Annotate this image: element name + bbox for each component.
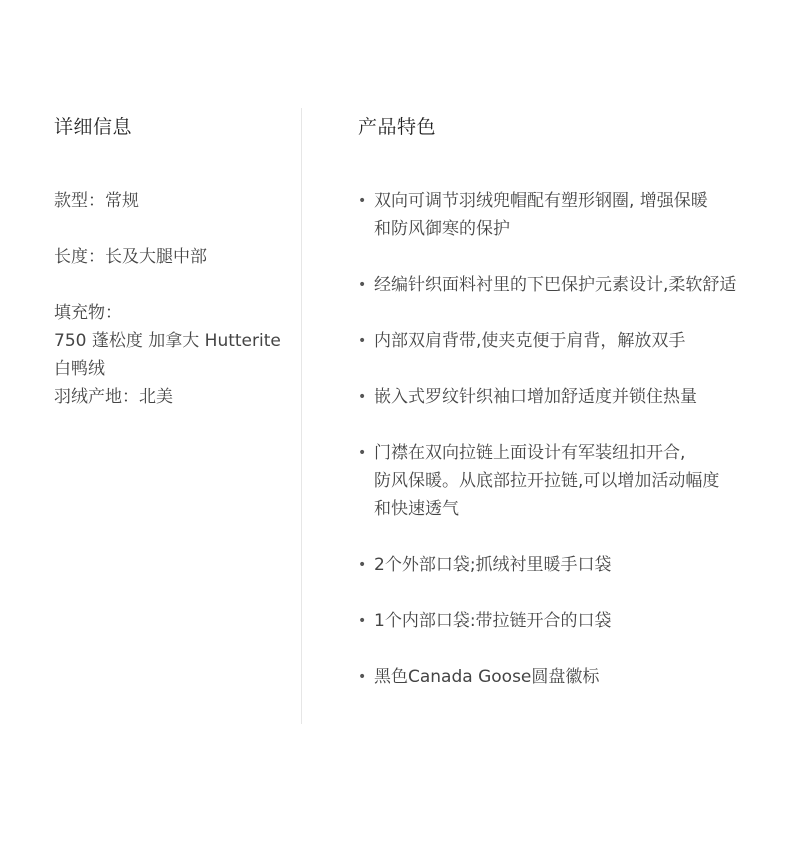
detail-style-label: 款型： [54, 191, 105, 211]
detail-origin-value: 北美 [139, 387, 173, 407]
feature-item [358, 663, 778, 691]
bullet-icon: • [358, 389, 367, 405]
bullet-icon: • [358, 557, 367, 573]
feature-item [358, 439, 778, 523]
detail-fill-label: 填充物： [54, 303, 122, 323]
feature-text: 嵌入式罗纹针织袖口增加舒适度并锁住热量 [374, 387, 697, 407]
details-title: 详细信息 [54, 116, 133, 138]
features-list [358, 187, 778, 691]
bullet-icon: • [358, 445, 367, 461]
bullet-icon: • [358, 333, 367, 349]
detail-length-value: 长及大腿中部 [105, 247, 207, 267]
detail-fill [54, 299, 298, 411]
feature-text: 黑色Canada Goose圆盘徽标 [374, 667, 600, 687]
bullet-icon: • [358, 669, 367, 685]
bullet-icon: • [358, 277, 367, 293]
features-section [358, 108, 778, 719]
detail-length [54, 243, 298, 271]
feature-item [358, 551, 778, 579]
feature-text: 门襟在双向拉链上面设计有军装纽扣开合, [374, 443, 686, 463]
feature-item [358, 383, 778, 411]
details-section [54, 108, 298, 411]
features-title: 产品特色 [358, 116, 437, 138]
feature-text: 内部双肩背带,使夹克便于肩背，解放双手 [374, 331, 686, 351]
feature-text: 防风保暖。从底部拉开拉链,可以增加活动幅度 [374, 471, 720, 491]
detail-origin-label: 羽绒产地： [54, 387, 139, 407]
feature-text: 和防风御寒的保护 [374, 219, 510, 239]
feature-item [358, 271, 778, 299]
bullet-icon: • [358, 613, 367, 629]
detail-length-label: 长度： [54, 247, 105, 267]
bullet-icon: • [358, 193, 367, 209]
feature-text: 和快速透气 [374, 499, 459, 519]
detail-fill-value: 750 蓬松度 加拿大 Hutterite 白鸭绒 [54, 331, 281, 379]
detail-style [54, 187, 298, 215]
feature-text: 经编针织面料衬里的下巴保护元素设计,柔软舒适 [374, 275, 737, 295]
feature-item [358, 607, 778, 635]
feature-text: 双向可调节羽绒兜帽配有塑形钢圈, 增强保暖 [374, 191, 708, 211]
detail-origin [54, 383, 298, 411]
feature-item [358, 327, 778, 355]
detail-style-value: 常规 [105, 191, 139, 211]
feature-item [358, 187, 778, 243]
column-divider [301, 108, 302, 724]
feature-text: 2个外部口袋;抓绒衬里暖手口袋 [374, 555, 612, 575]
details-list [54, 187, 298, 411]
feature-text: 1个内部口袋:带拉链开合的口袋 [374, 611, 612, 631]
